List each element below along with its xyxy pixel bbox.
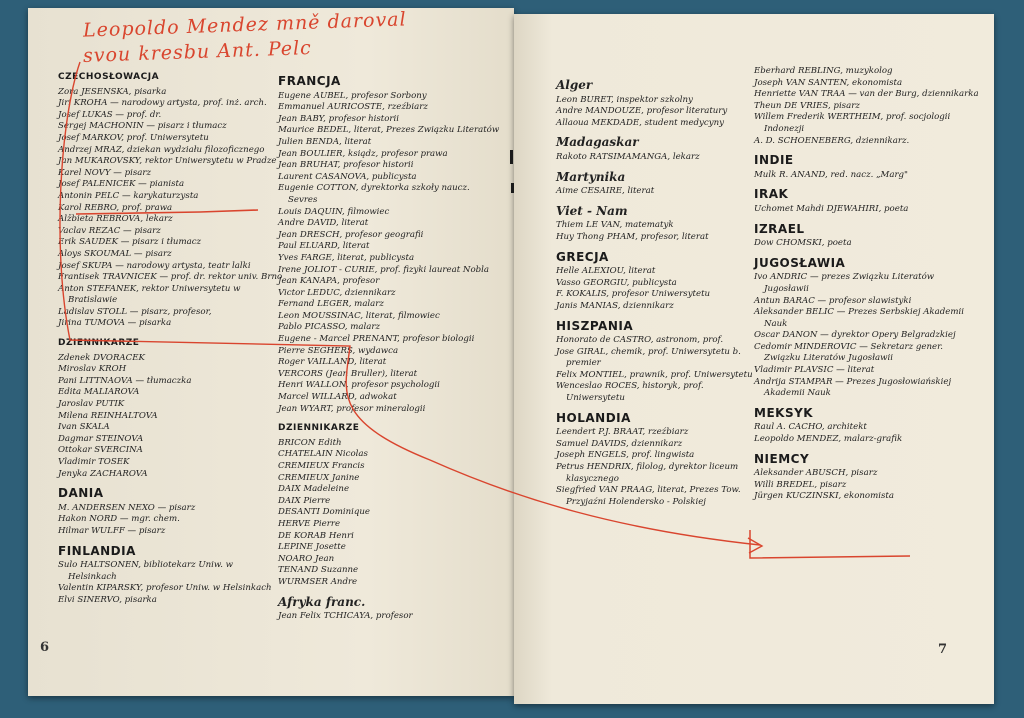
- entry: Jean BOULIER, ksiądz, profesor prawa: [278, 148, 448, 159]
- entry: F. KOKALIS, profesor Uniwersytetu: [556, 289, 711, 300]
- entry: TENAND Suzanne: [278, 565, 359, 576]
- section-heading: Afryka franc.: [278, 594, 366, 609]
- entry: Miroslav KROH: [58, 364, 127, 375]
- entry: Janis MANIAS, dziennikarz: [556, 300, 674, 311]
- entry: Valentin KIPARSKY, profesor Uniw. w Helsinkach: [58, 583, 272, 594]
- entry: Henriette VAN TRAA — van der Burg, dziennikarka: [754, 89, 979, 100]
- entry: Thiem LE VAN, matematyk: [556, 220, 674, 231]
- entry: DAIX Madeleine: [278, 484, 350, 495]
- page-number-right: 7: [938, 642, 948, 657]
- entry: Zdenek DVORACEK: [58, 352, 145, 363]
- section-heading: HOLANDIA: [556, 410, 631, 425]
- entry: CHATELAIN Nicolas: [278, 449, 368, 460]
- entry: Erik SAUDEK — pisarz i tłumacz: [58, 237, 202, 248]
- entry: Zora JESENSKA, pisarka: [58, 86, 167, 97]
- entry: Theun DE VRIES, pisarz: [754, 100, 860, 111]
- entry: Samuel DAVIDS, dziennikarz: [556, 438, 683, 449]
- entry: Marcel WILLARD, adwokat: [278, 392, 397, 403]
- entry: Andrzej MRAZ, dziekan wydziału filozoficznego: [58, 144, 265, 155]
- entry: Fernand LEGER, malarz: [278, 299, 384, 310]
- entry: Oscar DANON — dyrektor Opery Belgradzkiej: [754, 330, 956, 341]
- entry: Pani LITTNAOVA — tłumaczka: [58, 375, 192, 386]
- entry: Paul ELUARD, literat: [278, 241, 370, 252]
- entry: Roger VAILLAND, literat: [278, 357, 387, 368]
- entry: DESANTI Dominique: [278, 507, 371, 518]
- entry: Jean BRUHAT, profesor historii: [278, 160, 414, 171]
- entry: Eugene - Marcel PRENANT, profesor biologii: [278, 334, 475, 345]
- entry: Leopoldo MENDEZ, malarz-grafik: [754, 434, 903, 445]
- section-heading: Alger: [556, 78, 593, 92]
- section-heading: Viet - Nam: [556, 203, 628, 218]
- entry: Karol REBRO, prof. prawa: [58, 202, 173, 213]
- section-heading: DZIENNIKARZE: [58, 338, 140, 349]
- entry: Petrus HENDRIX, filolog, dyrektor liceum klasycznego: [556, 462, 739, 484]
- entry: Josef LUKAS — prof. dr.: [58, 109, 162, 120]
- right-column-2: [754, 66, 979, 503]
- entry: Jan MUKAROVSKY, rektor Uniwersytetu w Pradze: [58, 156, 277, 167]
- entry: Julien BENDA, literat: [278, 136, 372, 147]
- entry: Jürgen KUCZINSKI, ekonomista: [754, 491, 894, 502]
- entry: Mulk R. ANAND, red. nacz. „Marg": [754, 169, 909, 180]
- section-heading: DZIENNIKARZE: [278, 423, 360, 434]
- handwritten-note-line2: svou kresbu Ant. Pelc: [82, 37, 313, 67]
- entry: Emmanuel AURICOSTE, rzeźbiarz: [278, 102, 428, 113]
- entry: VERCORS (Jean Bruller), literat: [278, 368, 418, 379]
- section-heading: FRANCJA: [278, 74, 341, 88]
- entry: Aleksander BELIC — Prezes Serbskiej Akademii Nauk: [754, 307, 964, 329]
- entry: Edita MALIAROVA: [58, 387, 140, 398]
- entry: Raul A. CACHO, architekt: [754, 422, 867, 433]
- entry: Honorato de CASTRO, astronom, prof.: [556, 335, 724, 346]
- entry: BRICON Edith: [278, 437, 342, 448]
- entry: Antonin PELC — karykaturzysta: [58, 190, 199, 201]
- section-heading: INDIE: [754, 153, 794, 168]
- entry: Vasso GEORGIU, publicysta: [556, 277, 677, 288]
- entry: Willi BREDEL, pisarz: [754, 479, 847, 490]
- entry: NOARO Jean: [278, 553, 335, 564]
- entry: Milena REINHALTOVA: [58, 410, 158, 421]
- entry: Leon MOUSSINAC, literat, filmowiec: [278, 310, 440, 321]
- entry: Alžbieta REBROVA, lekarz: [58, 214, 173, 225]
- entry: Rakoto RATSIMAMANGA, lekarz: [556, 151, 700, 162]
- entry: Joseph VAN SANTEN, ekonomista: [754, 77, 903, 88]
- entry: Cedomir MINDEROVIC — Sekretarz gener. Związku Literatów Jugosławii: [754, 341, 943, 364]
- entry: Karel NOVY — pisarz: [58, 167, 151, 178]
- entry: Helle ALEXIOU, literat: [556, 266, 656, 277]
- right-column-1: [556, 72, 756, 508]
- right-page: [514, 14, 994, 704]
- section-heading: HISZPANIA: [556, 318, 634, 333]
- entry: Andre DAVID, literat: [278, 218, 369, 229]
- entry: Irene JOLIOT - CURIE, prof. fizyki laureat Nobla: [278, 264, 489, 275]
- entry: Josef PALENICEK — pianista: [58, 179, 185, 190]
- entry: LEPINE Josette: [278, 542, 346, 553]
- entry: Eugene AUBEL, profesor Sorbony: [278, 90, 427, 101]
- entry: Ladislav STOLL — pisarz, profesor,: [58, 306, 212, 317]
- section-heading: IZRAEL: [754, 221, 805, 236]
- section-heading: MEKSYK: [754, 405, 814, 420]
- section-heading: DANIA: [58, 486, 104, 501]
- entry: Elvi SINERVO, pisarka: [58, 594, 157, 605]
- section-heading: FINLANDIA: [58, 543, 136, 558]
- entry: Leendert P.J. BRAAT, rzeźbiarz: [556, 427, 689, 438]
- entry: Jean Felix TCHICAYA, profesor: [278, 611, 413, 622]
- entry: Hakon NORD — mgr. chem.: [58, 514, 180, 525]
- entry: Joseph ENGELS, prof. lingwista: [556, 450, 695, 461]
- entry: Jirina TUMOVA — pisarka: [58, 318, 172, 329]
- entry: M. ANDERSEN NEXO — pisarz: [58, 502, 196, 513]
- entry: Jaroslav PUTIK: [58, 399, 125, 410]
- entry: Jean BABY, profesor historii: [278, 113, 400, 124]
- entry: Wenceslao ROCES, historyk, prof. Uniwersytetu: [556, 381, 704, 404]
- entry: Andrija STAMPAR — Prezes Jugosłowiańskiej Akademii Nauk: [754, 376, 952, 399]
- entry: Felix MONTIEL, prawnik, prof. Uniwersytetu: [556, 369, 753, 380]
- entry: Anton STEFANEK, rektor Uniwersytetu w Bratislawie: [58, 283, 241, 306]
- entry: Pierre SEGHERS, wydawca: [278, 345, 399, 356]
- entry: Jean KANAPA, profesor: [278, 276, 380, 287]
- entry: Josef SKUPA — narodowy artysta, teatr lalki: [58, 260, 251, 271]
- entry: Maurice BEDEL, literat, Prezes Związku Literatów: [278, 125, 500, 136]
- entry: Jean DRESCH, profesor geografii: [278, 229, 424, 240]
- entry: Yves FARGE, literat, publicysta: [278, 252, 415, 263]
- entry: Huy Thong PHAM, profesor, literat: [556, 231, 709, 242]
- entry: Sergej MACHONIN — pisarz i tłumacz: [58, 121, 227, 132]
- entry: Willem Frederik WERTHEIM, prof. socjologii Indonezji: [754, 112, 951, 134]
- page-number-left: 6: [40, 640, 50, 655]
- entry: DE KORAB Henri: [278, 530, 354, 541]
- entry: Sulo HALTSONEN, bibliotekarz Uniw. w Helsinkach: [58, 560, 234, 582]
- handwritten-note-line1: Leopoldo Mendez mně daroval: [82, 8, 407, 42]
- entry: Aloys SKOUMAL — pisarz: [58, 248, 172, 259]
- entry: CREMIEUX Francis: [278, 461, 365, 471]
- entry: Aleksander ABUSCH, pisarz: [754, 468, 878, 479]
- entry: Henri WALLON, profesor psychologii: [278, 380, 440, 391]
- entry: Jenyka ZACHAROVA: [58, 468, 148, 479]
- entry: Frantisek TRAVNICEK — prof. dr. rektor univ. Brno: [58, 272, 283, 283]
- entry: Ivan SKALA: [58, 422, 110, 433]
- entry: Siegfried VAN PRAAG, literat, Prezes Tow. Przyjaźni Holendersko - Polskiej: [556, 485, 741, 507]
- left-column-1: [58, 64, 283, 607]
- entry: Vladimir PLAVSIC — literat: [754, 365, 875, 376]
- entry: Andre MANDOUZE, profesor literatury: [556, 106, 728, 117]
- section-heading: JUGOSŁAWIA: [754, 255, 846, 270]
- entry: CREMIEUX Janine: [278, 472, 360, 483]
- section-heading: GRECJA: [556, 249, 609, 264]
- left-column-2: [278, 68, 500, 623]
- entry: Jean WYART, profesor mineralogii: [278, 403, 426, 414]
- entry: Dow CHOMSKI, poeta: [754, 238, 852, 249]
- entry: Vaclav REZAC — pisarz: [58, 225, 161, 236]
- entry: Ivo ANDRIC — prezes Związku Literatów Jugosławii: [754, 272, 935, 294]
- entry: Laurent CASANOVA, publicysta: [278, 171, 417, 182]
- entry: Vladimir TOSEK: [58, 457, 130, 467]
- entry: DAIX Pierre: [278, 495, 331, 506]
- entry: Louis DAQUIN, filmowiec: [278, 206, 390, 217]
- section-heading: CZECHOSŁOWACJA: [58, 72, 160, 82]
- entry: Victor LEDUC, dziennikarz: [278, 287, 396, 298]
- entry: Hilmar WULFF — pisarz: [58, 525, 166, 536]
- entry: Ottokar SVERCINA: [58, 445, 143, 456]
- section-heading: IRAK: [754, 187, 789, 202]
- entry: Aime CESAIRE, literat: [556, 186, 655, 197]
- section-heading: NIEMCY: [754, 451, 810, 466]
- entry: Allaoua MEKDADE, student medycyny: [556, 117, 724, 128]
- entry: Dagmar STEINOVA: [58, 433, 144, 444]
- entry: Jose GIRAL, chemik, prof. Uniwersytetu b. premier: [556, 346, 741, 369]
- left-page: [28, 8, 514, 696]
- entry: Leon BURET, inspektor szkolny: [556, 94, 693, 105]
- entry: Antun BARAC — profesor slawistyki: [754, 295, 912, 306]
- entry: A. D. SCHOENEBERG, dziennikarz.: [754, 135, 910, 146]
- entry: Pablo PICASSO, malarz: [278, 322, 381, 333]
- entry: Eberhard REBLING, muzykolog: [754, 66, 893, 76]
- entry: WURMSER Andre: [278, 576, 358, 587]
- entry: Eugenie COTTON, dyrektorka szkoły naucz. Sevres: [278, 183, 470, 205]
- entry: HERVE Pierre: [278, 518, 341, 529]
- section-heading: Madagaskar: [556, 135, 639, 150]
- entry: Josef MARKOV, prof. Uniwersytetu: [58, 132, 209, 143]
- entry: Uchomet Mahdi DJEWAHIRI, poeta: [754, 203, 909, 214]
- section-heading: Martynika: [556, 169, 626, 184]
- entry: Jiri KROHA — narodowy artysta, prof. inż. arch.: [58, 98, 267, 109]
